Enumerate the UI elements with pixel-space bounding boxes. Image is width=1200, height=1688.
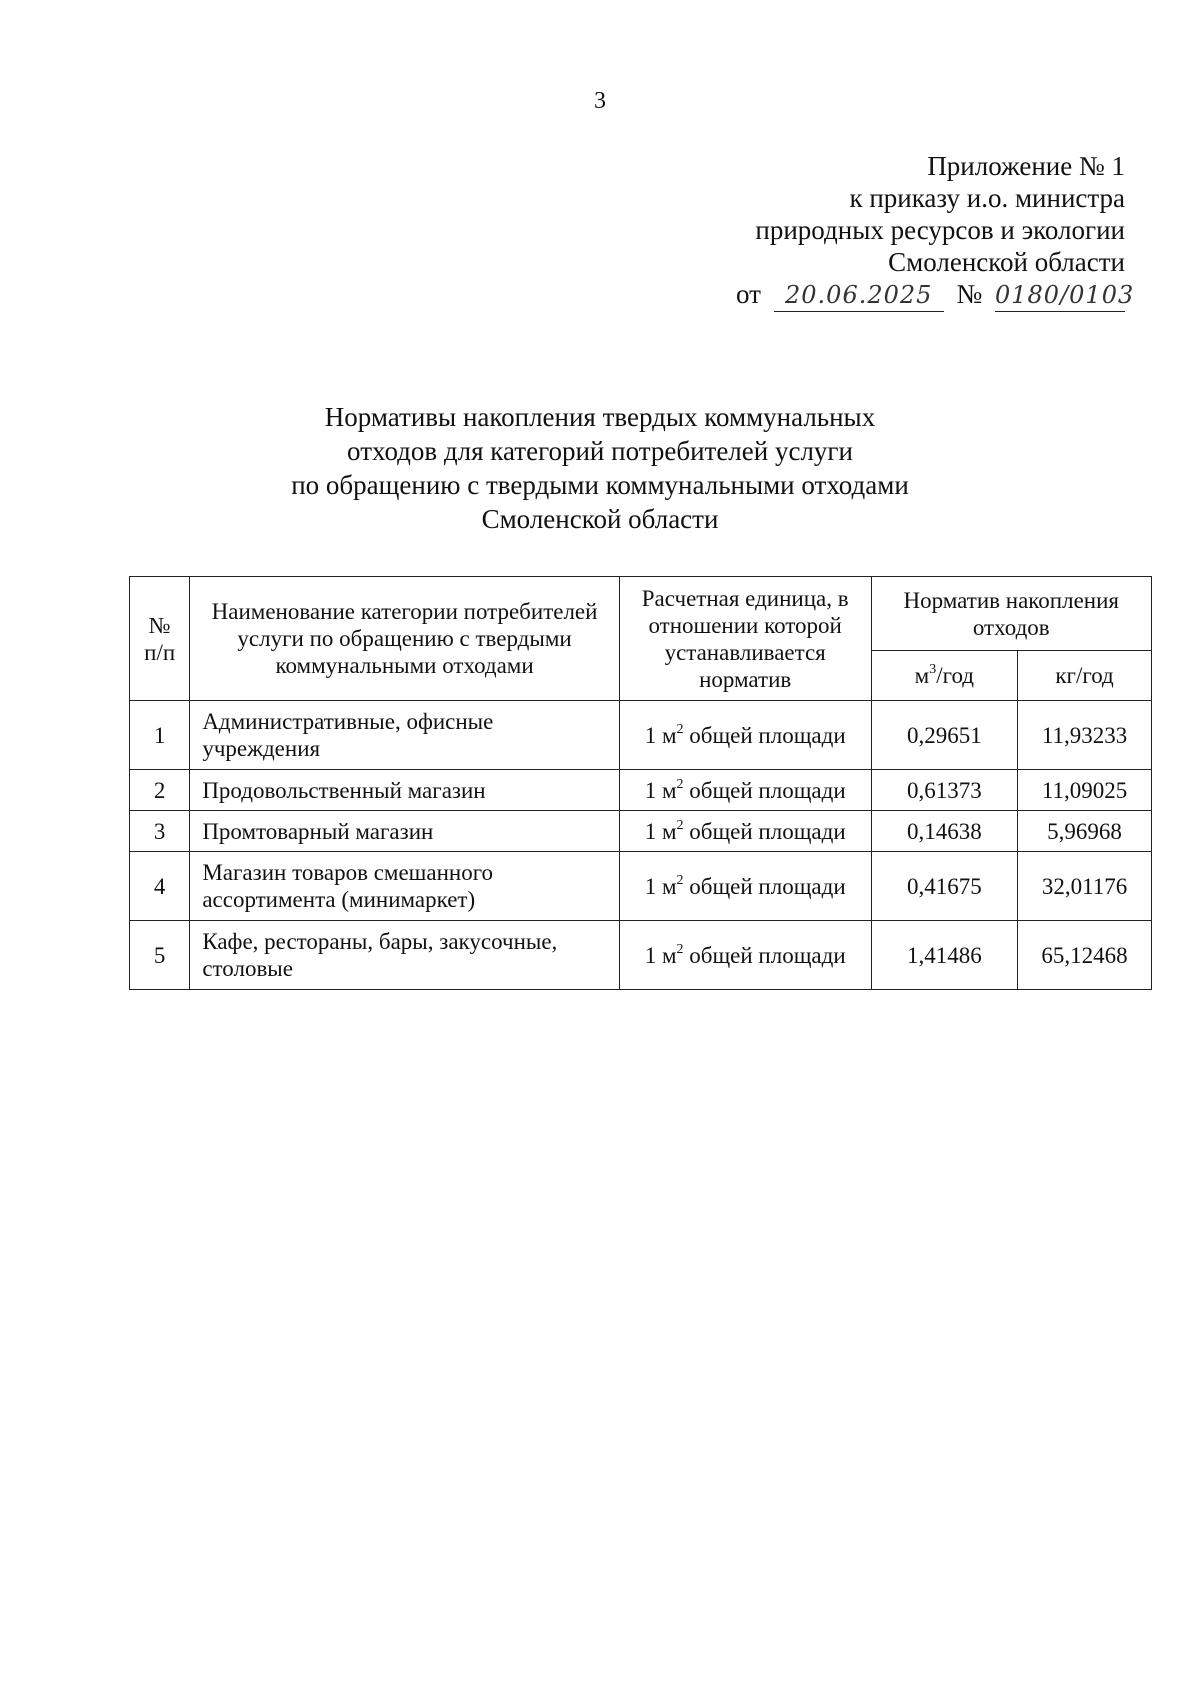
row-num: 1 <box>130 701 190 770</box>
m3-base: м <box>914 663 930 688</box>
m3-sup: 3 <box>929 662 937 677</box>
handwritten-date: 20.06.2025 <box>774 279 944 312</box>
row-kg-value: 11,09025 <box>1018 770 1152 811</box>
header-norm: Норматив накопления отходов <box>871 577 1151 651</box>
header-num-pp: п/п <box>144 639 176 665</box>
title-line-2: отходов для категорий потребителей услуги <box>347 436 853 466</box>
number-label: № <box>956 279 983 309</box>
document-title <box>0 400 1200 536</box>
header-num <box>130 577 190 701</box>
row-calc-unit <box>619 811 871 852</box>
table-row <box>130 921 1152 990</box>
row-num: 2 <box>130 770 190 811</box>
m3-suffix: /год <box>936 663 974 688</box>
from-label: от <box>736 279 761 309</box>
header-m3-per-year <box>871 651 1018 701</box>
title-line-1: Нормативы накопления твердых коммунальных <box>324 402 876 432</box>
row-kg-value: 65,12468 <box>1018 921 1152 990</box>
norms-table <box>129 576 1152 990</box>
handwritten-number: 0180/0103 <box>995 279 1125 312</box>
row-category-name: Кафе, рестораны, бары, закусочные, столовые <box>190 921 620 990</box>
header-category-name: Наименование категории потребителей услуги по обращению с твердыми коммунальными отходами <box>190 577 620 701</box>
unit-base: 1 м <box>644 873 677 899</box>
row-category-name: Промтоварный магазин <box>190 811 620 852</box>
row-m3-value: 1,41486 <box>871 921 1018 990</box>
row-category-name: Административные, офисные учреждения <box>190 701 620 770</box>
unit-sup: 2 <box>676 941 684 957</box>
row-calc-unit <box>619 770 871 811</box>
row-kg-value: 32,01176 <box>1018 852 1152 921</box>
row-m3-value: 0,14638 <box>871 811 1018 852</box>
unit-suffix: общей площади <box>683 873 846 899</box>
appendix-header <box>736 150 1135 312</box>
table-row <box>130 811 1152 852</box>
row-calc-unit <box>619 921 871 990</box>
row-num: 4 <box>130 852 190 921</box>
unit-sup: 2 <box>676 721 684 737</box>
appendix-line-2: к приказу и.о. министра <box>849 183 1125 213</box>
table-row <box>130 701 1152 770</box>
appendix-line-1: Приложение № 1 <box>927 151 1125 181</box>
row-m3-value: 0,61373 <box>871 770 1018 811</box>
title-line-3: по обращению с твердыми коммунальными отходами <box>291 470 909 500</box>
appendix-line-4: Смоленской области <box>888 247 1125 277</box>
appendix-line-3: природных ресурсов и экологии <box>755 215 1125 245</box>
header-num-sign: № <box>148 612 171 638</box>
row-num: 3 <box>130 811 190 852</box>
page-number: 3 <box>594 88 606 114</box>
row-m3-value: 0,41675 <box>871 852 1018 921</box>
table-row <box>130 770 1152 811</box>
unit-sup: 2 <box>676 872 684 888</box>
unit-base: 1 м <box>644 942 677 968</box>
unit-base: 1 м <box>644 818 677 844</box>
title-line-4: Смоленской области <box>481 504 719 534</box>
appendix-date-number-line <box>736 278 1135 312</box>
row-calc-unit <box>619 852 871 921</box>
row-num: 5 <box>130 921 190 990</box>
unit-suffix: общей площади <box>683 818 846 844</box>
unit-suffix: общей площади <box>683 777 846 803</box>
table-header-row <box>130 577 1152 651</box>
unit-sup: 2 <box>676 776 684 792</box>
unit-sup: 2 <box>676 817 684 833</box>
row-category-name: Магазин товаров смешанного ассортимента (минимаркет) <box>190 852 620 921</box>
header-kg-per-year: кг/год <box>1018 651 1152 701</box>
row-calc-unit <box>619 701 871 770</box>
unit-suffix: общей площади <box>683 722 846 748</box>
row-kg-value: 11,93233 <box>1018 701 1152 770</box>
table-row <box>130 852 1152 921</box>
row-category-name: Продовольственный магазин <box>190 770 620 811</box>
unit-suffix: общей площади <box>683 942 846 968</box>
row-kg-value: 5,96968 <box>1018 811 1152 852</box>
unit-base: 1 м <box>644 777 677 803</box>
unit-base: 1 м <box>644 722 677 748</box>
row-m3-value: 0,29651 <box>871 701 1018 770</box>
header-calc-unit: Расчетная единица, в отношении которой устанавливается норматив <box>619 577 871 701</box>
